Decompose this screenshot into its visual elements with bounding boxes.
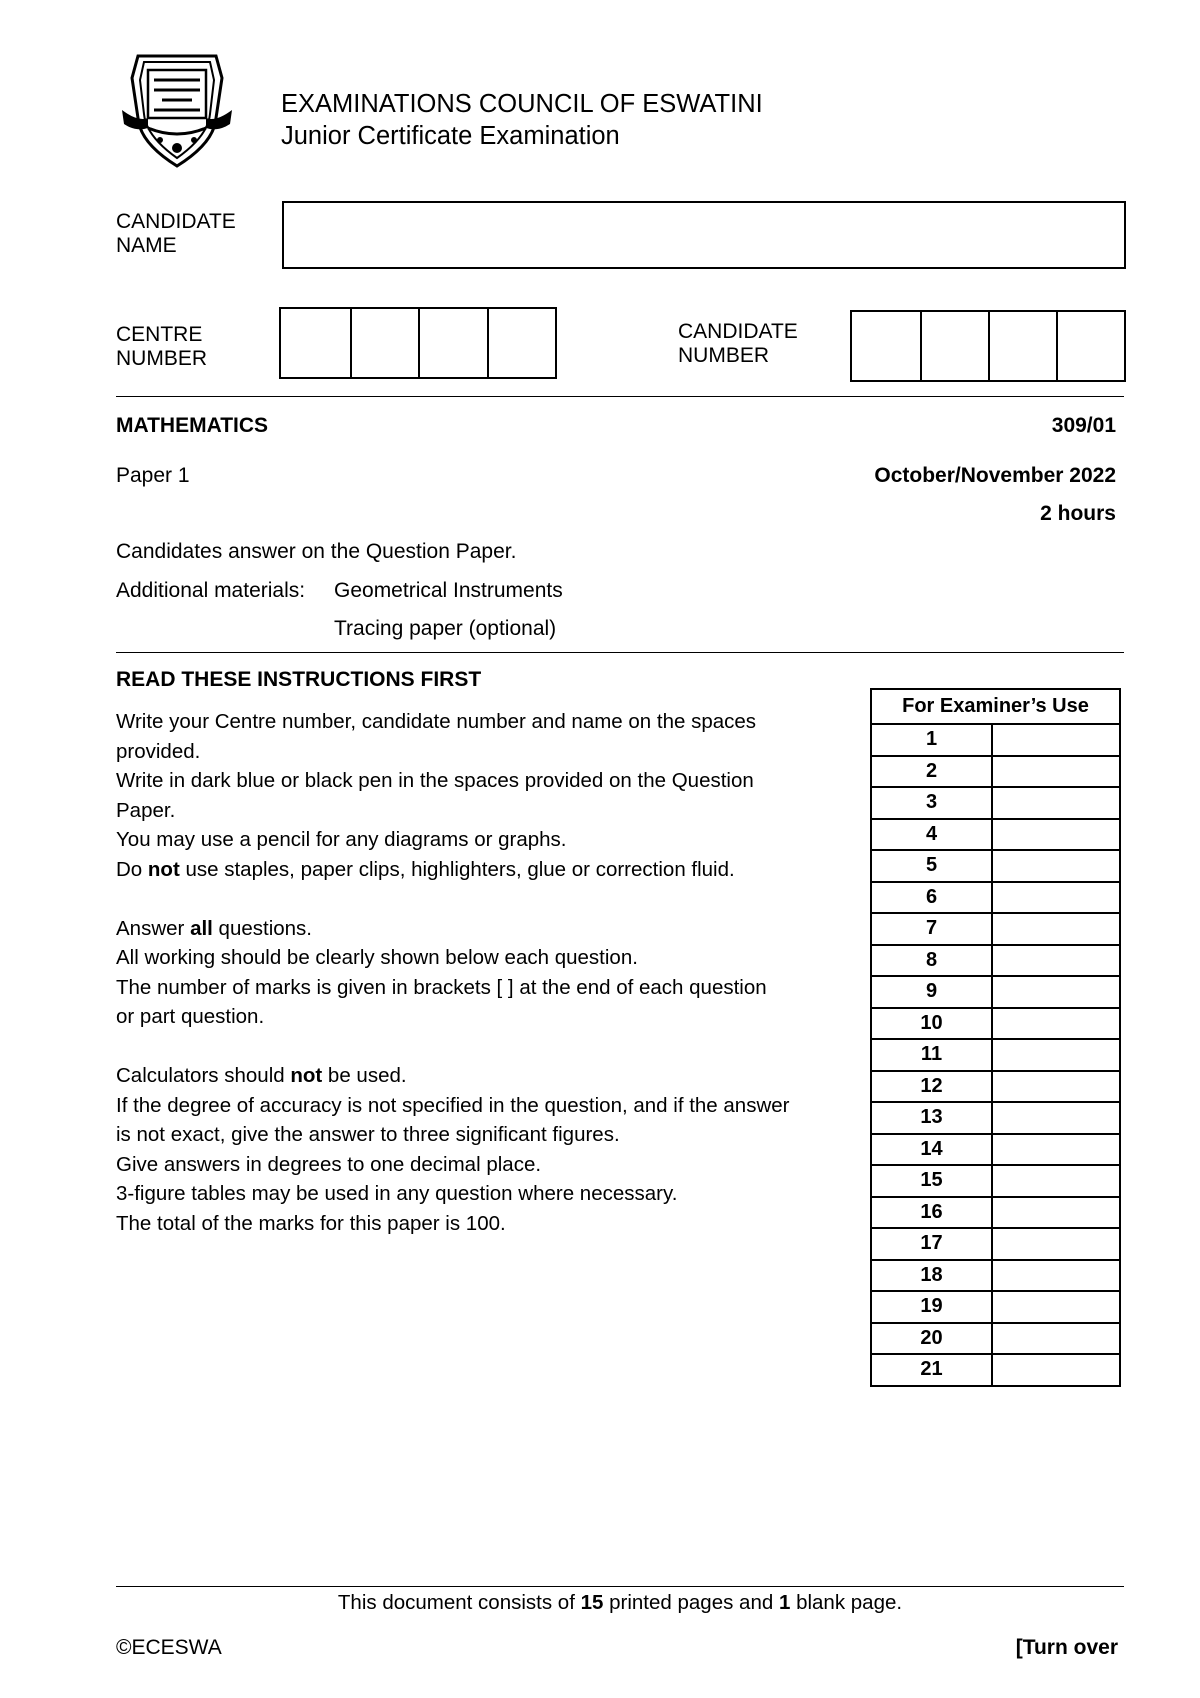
exam-session: October/November 2022: [874, 464, 1116, 487]
examiner-table-row: [871, 1134, 1120, 1166]
candidate-number-digit[interactable]: [988, 312, 1056, 380]
question-number: 20: [871, 1323, 992, 1355]
material-item: Tracing paper (optional): [334, 617, 557, 640]
instruction-line: If the degree of accuracy is not specified in the question, and if the answer: [116, 1093, 790, 1117]
instruction-line: The number of marks is given in brackets [ ] at the end of each question: [116, 975, 767, 999]
examiner-table-row: [871, 1291, 1120, 1323]
answer-note: Candidates answer on the Question Paper.: [116, 540, 517, 563]
examiner-table-row: [871, 724, 1120, 756]
exam-duration: 2 hours: [1040, 502, 1116, 525]
council-crest-logo: [118, 48, 236, 172]
question-number: 7: [871, 913, 992, 945]
examiner-table-row: [871, 1071, 1120, 1103]
council-title: EXAMINATIONS COUNCIL OF ESWATINI: [281, 90, 763, 118]
instruction-line: Answer all questions.: [116, 916, 313, 940]
question-number: 3: [871, 787, 992, 819]
paper-number: Paper 1: [116, 464, 190, 487]
copyright: ©ECESWA: [116, 1636, 222, 1659]
question-number: 14: [871, 1134, 992, 1166]
candidate-number-label: CANDIDATE NUMBER: [678, 320, 798, 367]
question-number: 1: [871, 724, 992, 756]
instruction-line: All working should be clearly shown below each question.: [116, 946, 638, 969]
question-number: 4: [871, 819, 992, 851]
candidate-number-digit[interactable]: [1056, 312, 1124, 380]
centre-number-boxes: [279, 307, 557, 379]
marks-cell[interactable]: [992, 850, 1120, 882]
examiner-table-row: [871, 1260, 1120, 1292]
examiner-table-row: [871, 913, 1120, 945]
question-number: 17: [871, 1228, 992, 1260]
marks-cell[interactable]: [992, 882, 1120, 914]
marks-cell[interactable]: [992, 1354, 1120, 1386]
candidate-name-label: CANDIDATE NAME: [116, 210, 236, 257]
examiner-table-row: [871, 1197, 1120, 1229]
centre-number-digit[interactable]: [350, 309, 419, 377]
question-number: 11: [871, 1039, 992, 1071]
marks-cell[interactable]: [992, 756, 1120, 788]
examiner-table-row: [871, 1165, 1120, 1197]
examiner-table-row: [871, 1228, 1120, 1260]
centre-number-digit[interactable]: [418, 309, 487, 377]
materials-label: Additional materials:: [116, 579, 306, 602]
examiner-table-row: [871, 756, 1120, 788]
question-number: 16: [871, 1197, 992, 1229]
instruction-line: 3-figure tables may be used in any question where necessary.: [116, 1182, 678, 1205]
instruction-line: or part question.: [116, 1005, 265, 1028]
turn-over-note: [Turn over: [1015, 1636, 1118, 1659]
subject-title: MATHEMATICS: [116, 414, 269, 437]
instruction-line: You may use a pencil for any diagrams or graphs.: [116, 828, 567, 851]
examiner-table-row: [871, 945, 1120, 977]
question-number: 13: [871, 1102, 992, 1134]
marks-cell[interactable]: [992, 1291, 1120, 1323]
instruction-line: Give answers in degrees to one decimal place.: [116, 1152, 542, 1176]
examiner-table-row: [871, 976, 1120, 1008]
question-number: 9: [871, 976, 992, 1008]
page-count-note: This document consists of 15 printed pages and 1 blank page.: [337, 1591, 903, 1614]
marks-cell[interactable]: [992, 1165, 1120, 1197]
marks-cell[interactable]: [992, 1197, 1120, 1229]
question-number: 21: [871, 1354, 992, 1386]
marks-cell[interactable]: [992, 724, 1120, 756]
footer-divider: [116, 1586, 1124, 1587]
examiner-table-row: [871, 787, 1120, 819]
question-number: 2: [871, 756, 992, 788]
centre-number-digit[interactable]: [281, 309, 350, 377]
marks-cell[interactable]: [992, 945, 1120, 977]
marks-cell[interactable]: [992, 913, 1120, 945]
instruction-line: The total of the marks for this paper is 100.: [116, 1211, 506, 1235]
examiner-table-row: [871, 850, 1120, 882]
candidate-name-field[interactable]: [282, 201, 1126, 269]
instruction-line: is not exact, give the answer to three significant figures.: [116, 1123, 620, 1146]
question-number: 8: [871, 945, 992, 977]
examiner-table-row: [871, 1039, 1120, 1071]
divider: [116, 652, 1124, 653]
marks-cell[interactable]: [992, 1008, 1120, 1040]
instruction-line: provided.: [116, 739, 201, 763]
candidate-number-digit[interactable]: [852, 312, 920, 380]
divider: [116, 396, 1124, 397]
marks-cell[interactable]: [992, 819, 1120, 851]
question-number: 10: [871, 1008, 992, 1040]
examiner-table-row: [871, 1323, 1120, 1355]
question-number: 19: [871, 1291, 992, 1323]
examiner-table-row: [871, 1102, 1120, 1134]
instruction-line: Paper.: [116, 798, 176, 822]
marks-cell[interactable]: [992, 1102, 1120, 1134]
instructions-body: [116, 707, 856, 1238]
paper-code: 309/01: [1051, 414, 1116, 437]
examiner-table-row: [871, 882, 1120, 914]
instruction-line: Do not use staples, paper clips, highlighters, glue or correction fluid.: [116, 857, 735, 881]
marks-cell[interactable]: [992, 787, 1120, 819]
centre-number-label: CENTRE NUMBER: [116, 323, 208, 370]
marks-cell[interactable]: [992, 1071, 1120, 1103]
question-number: 5: [871, 850, 992, 882]
question-number: 6: [871, 882, 992, 914]
marks-cell[interactable]: [992, 1228, 1120, 1260]
examiner-table-heading: For Examiner’s Use: [871, 689, 1120, 724]
candidate-number-boxes: [850, 310, 1126, 382]
question-number: 18: [871, 1260, 992, 1292]
question-number: 12: [871, 1071, 992, 1103]
marks-cell[interactable]: [992, 1260, 1120, 1292]
question-number: 15: [871, 1165, 992, 1197]
exam-title: Junior Certificate Examination: [281, 122, 620, 150]
examiner-use-table: [870, 688, 1121, 1387]
marks-cell[interactable]: [992, 1323, 1120, 1355]
marks-cell[interactable]: [992, 976, 1120, 1008]
candidate-number-digit[interactable]: [920, 312, 988, 380]
material-item: Geometrical Instruments: [334, 579, 563, 602]
centre-number-digit[interactable]: [487, 309, 556, 377]
marks-cell[interactable]: [992, 1134, 1120, 1166]
examiner-table-row: [871, 819, 1120, 851]
instructions-heading: READ THESE INSTRUCTIONS FIRST: [116, 668, 482, 691]
instruction-line: Write in dark blue or black pen in the spaces provided on the Question: [116, 769, 754, 792]
instruction-line: Calculators should not be used.: [116, 1064, 407, 1087]
marks-cell[interactable]: [992, 1039, 1120, 1071]
examiner-table-row: [871, 1354, 1120, 1386]
examiner-table-row: [871, 1008, 1120, 1040]
instruction-line: Write your Centre number, candidate number and name on the spaces: [116, 710, 757, 733]
